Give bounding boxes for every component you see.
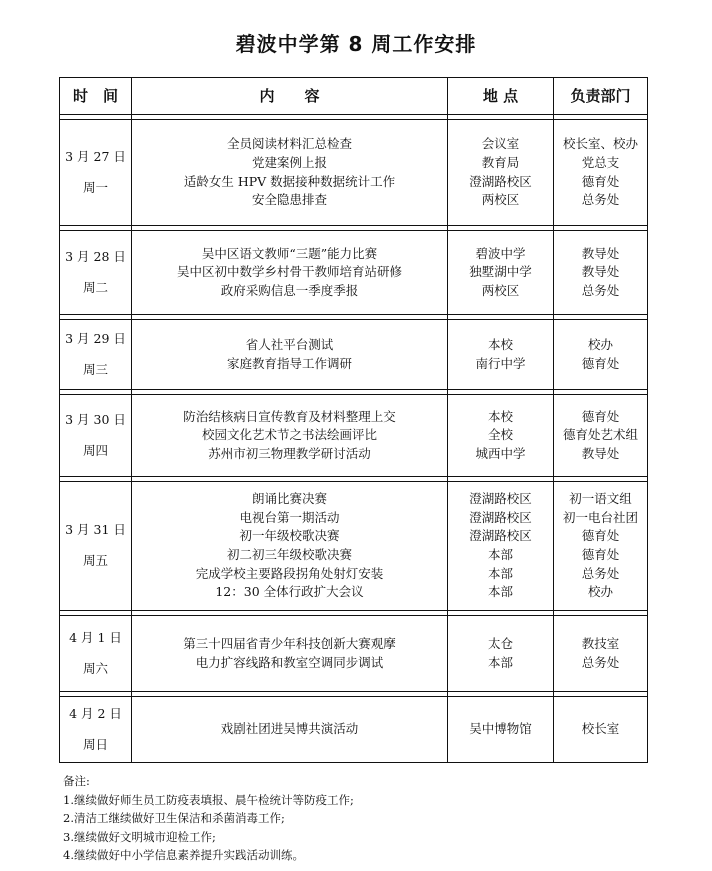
- item-content: 苏州市初三物理教学研讨活动: [208, 445, 371, 461]
- day-date: 3 月 29 日: [65, 330, 126, 346]
- item-dept-cell: [554, 616, 648, 692]
- item-location: 碧波中学: [475, 245, 526, 261]
- item-dept: 校办: [587, 336, 613, 352]
- item-dept: 教技室: [581, 635, 620, 651]
- item-content-cell: [132, 320, 448, 390]
- item-content: 12：30 全体行政扩大会议: [215, 584, 364, 600]
- item-content-cell: [132, 482, 448, 611]
- header-dept: 负责部门: [554, 78, 648, 115]
- day-date: 3 月 28 日: [65, 248, 126, 264]
- day-row: [60, 120, 648, 226]
- day-time-cell: [60, 120, 132, 226]
- item-dept-cell: [554, 120, 648, 226]
- page-title: 碧波中学第 8 周工作安排: [235, 32, 477, 56]
- item-dept: 总务处: [581, 282, 620, 298]
- item-dept-cell: [554, 231, 648, 315]
- item-location: 全校: [487, 427, 513, 443]
- header-time: 时 间: [60, 78, 132, 115]
- item-content: 戏剧社团进吴博共演活动: [220, 721, 359, 737]
- day-row: [60, 697, 648, 763]
- day-date: 4 月 1 日: [69, 629, 122, 645]
- item-dept-cell: [554, 697, 648, 763]
- item-content: 家庭教育指导工作调研: [226, 355, 352, 371]
- item-dept-cell: [554, 482, 648, 611]
- item-dept: 总务处: [581, 654, 620, 670]
- item-content: 完成学校主要路段拐角处射灯安装: [195, 565, 384, 581]
- item-dept: 德育处: [581, 173, 620, 189]
- day-time-cell: [60, 395, 132, 477]
- item-location: 吴中博物馆: [469, 721, 532, 737]
- item-content-cell: [132, 616, 448, 692]
- item-content: 电力扩容线路和教室空调同步调试: [195, 654, 384, 670]
- item-dept: 德育处: [581, 408, 620, 424]
- note-line: 1.继续做好师生员工防疫表填报、晨午检统计等防疫工作;: [63, 792, 354, 807]
- day-row: [60, 395, 648, 477]
- item-location: 教育局: [481, 154, 520, 170]
- schedule-body: [60, 115, 648, 763]
- item-content: 初二初三年级校歌决赛: [226, 547, 352, 562]
- day-weekday: 周一: [82, 179, 108, 195]
- item-dept-cell: [554, 320, 648, 390]
- item-content: 朗诵比赛决赛: [251, 491, 327, 507]
- item-location: 城西中学: [475, 445, 526, 461]
- item-dept: 校长室: [581, 721, 620, 737]
- item-dept: 校长室、校办: [562, 136, 638, 152]
- note-line: 2.清洁工继续做好卫生保洁和杀菌消毒工作;: [63, 811, 285, 825]
- notes-heading: 备注:: [63, 774, 90, 788]
- item-content: 全员阅读材料汇总检查: [226, 136, 352, 152]
- item-content: 安全隐患排查: [251, 192, 327, 208]
- item-location: 本部: [487, 584, 513, 600]
- schedule-table: [59, 77, 648, 763]
- item-location: 独墅湖中学: [469, 264, 532, 280]
- day-date: 3 月 31 日: [65, 522, 126, 538]
- item-content-cell: [132, 697, 448, 763]
- day-time-cell: [60, 231, 132, 315]
- item-dept: 德育处: [581, 355, 620, 371]
- item-location: 会议室: [481, 136, 520, 152]
- day-weekday: 周日: [82, 736, 108, 752]
- item-content: 吴中区语文教师“三题”能力比赛: [201, 245, 378, 261]
- item-content: 电视台第一期活动: [239, 509, 340, 525]
- item-dept: 德育处: [581, 528, 620, 544]
- item-content: 第三十四届省青少年科技创新大赛观摩: [183, 635, 396, 651]
- day-weekday: 周四: [82, 442, 108, 458]
- item-dept: 校办: [587, 584, 613, 600]
- item-dept: 总务处: [581, 192, 620, 208]
- item-content-cell: [132, 231, 448, 315]
- item-location: 本部: [487, 654, 513, 670]
- item-content: 校园文化艺术节之书法绘画评比: [201, 427, 377, 443]
- item-location: 本校: [487, 408, 513, 424]
- day-date: 4 月 2 日: [69, 705, 122, 721]
- day-time-cell: [60, 697, 132, 763]
- item-content: 吴中区初中数学乡村骨干教师培育站研修: [176, 264, 402, 280]
- item-location: 澄湖路校区: [469, 173, 532, 189]
- item-dept: 教导处: [581, 245, 620, 261]
- notes: [63, 772, 354, 865]
- item-location-cell: [448, 395, 554, 477]
- item-content: 政府采购信息一季度季报: [220, 282, 359, 298]
- header-content: 内 容: [132, 78, 448, 115]
- item-content-cell: [132, 120, 448, 226]
- item-location-cell: [448, 616, 554, 692]
- item-location: 澄湖路校区: [469, 491, 532, 507]
- day-weekday: 周五: [82, 553, 108, 568]
- item-dept: 初一语文组: [569, 491, 632, 507]
- day-time-cell: [60, 616, 132, 692]
- day-time-cell: [60, 482, 132, 611]
- item-dept: 初一电台社团: [562, 509, 638, 525]
- header-location: 地 点: [448, 78, 554, 115]
- item-content-cell: [132, 395, 448, 477]
- item-dept: 德育处: [581, 547, 620, 562]
- item-dept: 党总支: [581, 154, 620, 170]
- note-line: 3.继续做好文明城市迎检工作;: [63, 829, 216, 844]
- note-line: 4.继续做好中小学信息素养提升实践活动训练。: [63, 848, 304, 862]
- item-location: 本校: [487, 336, 513, 352]
- item-content: 省人社平台测试: [245, 336, 334, 352]
- day-time-cell: [60, 320, 132, 390]
- item-content: 适龄女生 HPV 数据接种数据统计工作: [183, 173, 396, 189]
- item-dept: 德育处艺术组: [562, 427, 638, 443]
- item-location-cell: [448, 697, 554, 763]
- item-location: 澄湖路校区: [469, 528, 532, 544]
- day-row: [60, 320, 648, 390]
- day-row: [60, 616, 648, 692]
- item-dept: 总务处: [581, 565, 620, 581]
- item-location: 两校区: [481, 192, 520, 208]
- item-dept: 教导处: [581, 264, 620, 280]
- day-row: [60, 231, 648, 315]
- day-weekday: 周二: [82, 279, 108, 295]
- item-location-cell: [448, 120, 554, 226]
- day-weekday: 周三: [82, 361, 108, 377]
- item-location: 本部: [487, 565, 513, 581]
- item-content: 防治结核病日宣传教育及材料整理上交: [183, 408, 396, 424]
- item-content: 党建案例上报: [251, 154, 327, 170]
- day-date: 3 月 30 日: [65, 411, 126, 427]
- day-weekday: 周六: [82, 660, 108, 676]
- item-location-cell: [448, 231, 554, 315]
- item-location-cell: [448, 320, 554, 390]
- item-location-cell: [448, 482, 554, 611]
- item-content: 初一年级校歌决赛: [239, 528, 340, 544]
- item-location: 南行中学: [475, 355, 526, 371]
- item-location: 两校区: [481, 282, 520, 298]
- item-dept: 教导处: [581, 445, 620, 461]
- day-date: 3 月 27 日: [65, 148, 126, 164]
- item-dept-cell: [554, 395, 648, 477]
- item-location: 澄湖路校区: [469, 509, 532, 525]
- item-location: 本部: [487, 547, 513, 562]
- header-row: [60, 78, 648, 115]
- day-row: [60, 482, 648, 611]
- item-location: 太仓: [487, 635, 513, 651]
